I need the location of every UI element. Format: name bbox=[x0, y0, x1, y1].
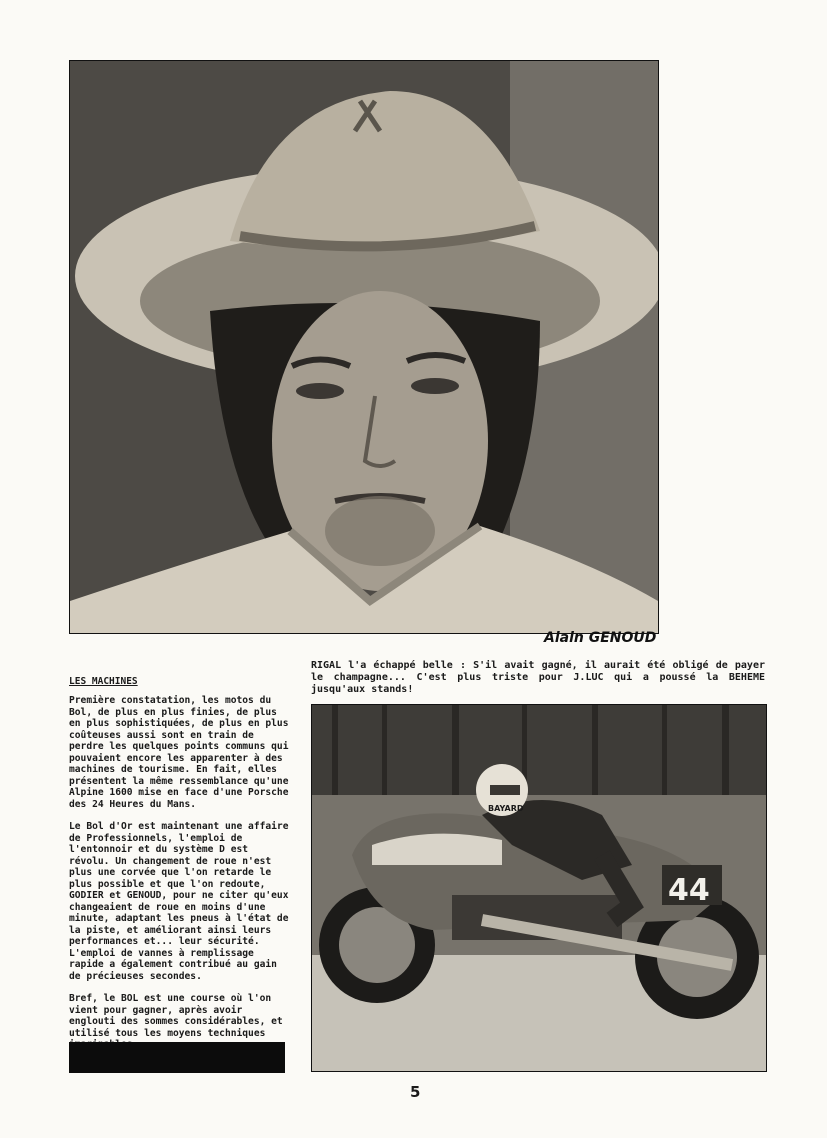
section-heading: LES MACHINES bbox=[69, 676, 138, 687]
portrait-photo bbox=[69, 60, 659, 634]
article-paragraph: Le Bol d'Or est maintenant une affaire de Professionnels, l'emploi de l'entonnoir et du système D est révolu. Un changement de roue n'est plus une corvée que l'on retarde le plus possible et que l'on redoute, GODIER et GENOUD, pour ne citer qu'eux changeaient de roue en moins d'une minute, adaptant les pneus à l'état de la piste, et améliorant ainsi leurs performances et... leur sécurité. L'emploi de vannes à remplissage rapide a également contribué au gain de précieuses secondes. bbox=[69, 821, 289, 982]
article-paragraph: Première constatation, les motos du Bol, de plus en plus finies, de plus en plus sophistiquées, de plus en plus coûteuses aussi sont en train de perdre les quelques points communs qui pouvaient encore les apparenter à des machines de tourisme. En fait, elles présentent la même ressemblance qu'une Alpine 1600 mise en face d'une Porsche des 24 Heures du Mans. bbox=[69, 695, 289, 810]
article-body bbox=[69, 695, 291, 1062]
helmet-text: BAYARD bbox=[488, 804, 524, 813]
racing-photo bbox=[311, 704, 767, 1072]
article-paragraph: Bref, le BOL est une course où l'on vient pour gagner, après avoir englouti des sommes considérables, et utilisé tous les moyens techniques bbox=[69, 993, 283, 1039]
black-bar bbox=[69, 1042, 285, 1073]
race-number: 44 bbox=[668, 873, 710, 908]
page-number: 5 bbox=[410, 1083, 421, 1101]
rigal-caption: RIGAL l'a échappé belle : S'il avait gagné, il aurait été obligé de payer le champagne... C'est plus triste pour J.LUC qui a poussé la BEHEME jusqu'aux stands! bbox=[311, 660, 765, 695]
portrait-caption: Alain GENOUD bbox=[544, 630, 657, 646]
